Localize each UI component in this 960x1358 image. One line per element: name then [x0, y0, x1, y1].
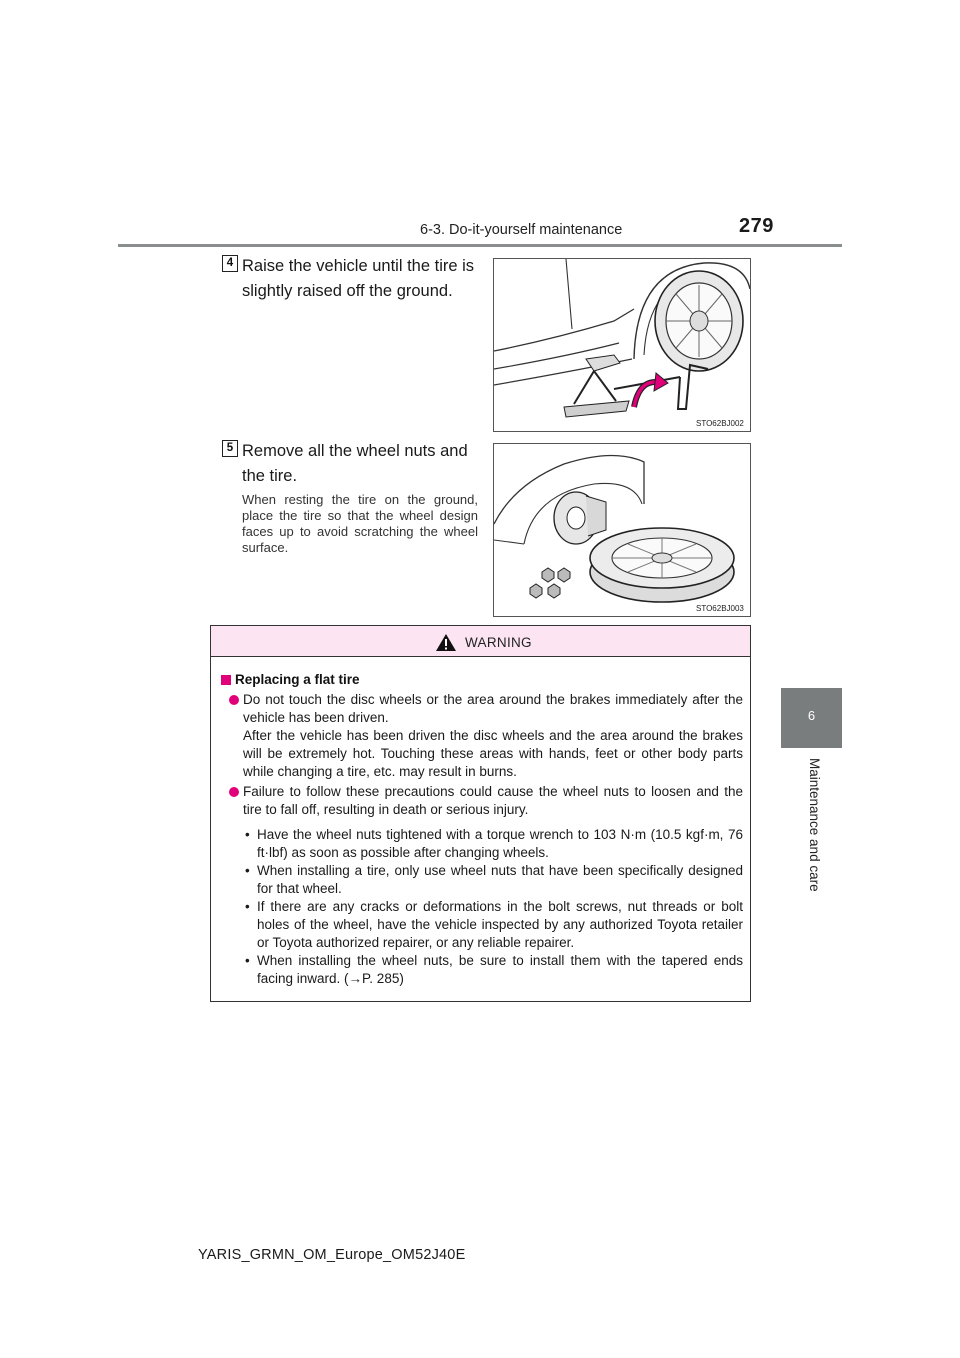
section-title: 6-3. Do-it-yourself maintenance: [420, 222, 623, 238]
round-bullet-icon: [229, 787, 239, 797]
warning-sub-item: When installing the wheel nuts, be sure to install them with the tapered ends facing inward. (→P. 285): [257, 953, 743, 986]
warning-sub-item: Have the wheel nuts tightened with a torque wrench to 103 N·m (10.5 kgf·m, 76 ft·lbf) as soon as possible after changing wheels.: [257, 827, 743, 860]
warning-sub-item: When installing a tire, only use wheel nuts that have been specifically designed for that wheel.: [257, 863, 743, 896]
step-number-4: 4: [222, 255, 238, 272]
chapter-title: Maintenance and care: [807, 758, 822, 892]
jack-raise-figure: [493, 258, 751, 432]
sub-bullet: •: [245, 827, 250, 842]
step-5-note: When resting the tire on the ground, place the tire so that the wheel design faces up to avoid scratching the wheel surface.: [242, 492, 478, 555]
warning-paragraph: After the vehicle has been driven the disc wheels and the area around the brakes will be extremely hot. Touching these areas with hands, feet or other body parts while changing a tire, etc. may result in burns.: [243, 728, 743, 779]
figure-code: STO62BJ002: [696, 419, 744, 428]
warning-sub-item: If there are any cracks or deformations in the bolt screws, nut threads or bolt holes of the wheel, have the vehicle inspected by any authorized Toyota retailer or Toyota authorized repairer, or any reliable repairer.: [257, 899, 743, 950]
sub-bullet: •: [245, 899, 250, 914]
car-jack-illustration: [494, 259, 750, 431]
document-id: YARIS_GRMN_OM_Europe_OM52J40E: [198, 1247, 466, 1263]
warning-heading: [221, 672, 360, 687]
warning-heading-text: Replacing a flat tire: [235, 672, 360, 687]
round-bullet-icon: [229, 695, 239, 705]
step-number-5: 5: [222, 440, 238, 457]
header-divider: [118, 244, 842, 247]
sub-bullet: •: [245, 953, 250, 968]
sub-bullet: •: [245, 863, 250, 878]
warning-box: [210, 625, 751, 1002]
step-4-text: Raise the vehicle until the tire is slightly raised off the ground.: [242, 257, 475, 300]
warning-header: [211, 626, 750, 657]
warning-paragraph: Do not touch the disc wheels or the area around the brakes immediately after the vehicle has been driven.: [243, 692, 743, 725]
step-5-text: Remove all the wheel nuts and the tire.: [242, 442, 468, 485]
warning-label: WARNING: [465, 635, 532, 650]
wheel-removed-figure: [493, 443, 751, 617]
warning-triangle-icon: [435, 633, 457, 652]
chapter-number: 6: [807, 708, 816, 723]
page-number: 279: [739, 215, 774, 237]
square-bullet-icon: [221, 675, 231, 685]
figure-code: STO62BJ003: [696, 604, 744, 613]
warning-paragraph: Failure to follow these precautions could cause the wheel nuts to loosen and the tire to fall off, resulting in death or serious injury.: [243, 784, 743, 817]
wheel-and-nuts-illustration: [494, 444, 750, 616]
